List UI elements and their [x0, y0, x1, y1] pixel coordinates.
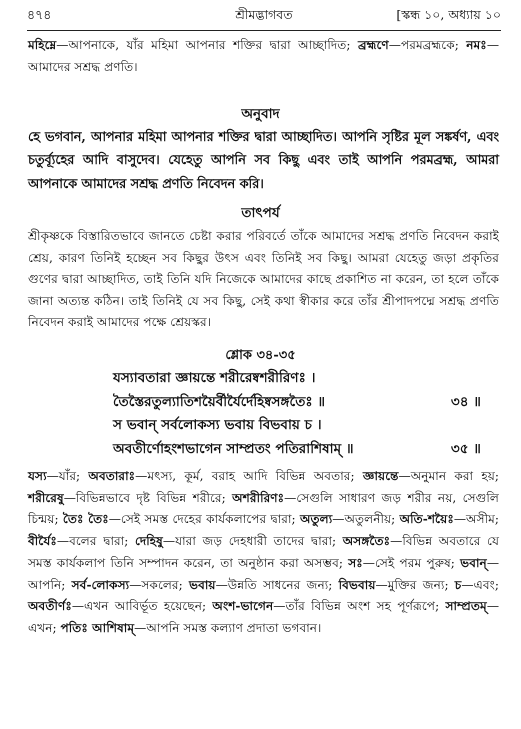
synonym-meaning: —যারা জড় দেহধারী তাদের দ্বারা; — [162, 534, 343, 549]
synonym-meaning: —এখন আবির্ভূত হয়েছেন; — [71, 599, 213, 614]
verse-line-text: স ভবান্ সর্বলোকস্য ভবায় বিভবায় চ । — [113, 417, 322, 433]
synonym-term: নমঃ — [466, 38, 487, 52]
synonym-term: বিভবায় — [338, 577, 376, 592]
synonym-term: ব্রহ্মণে — [357, 38, 389, 52]
verse-number: ৩৫ ॥ — [450, 440, 481, 457]
synonym-term: অতুল্য — [299, 512, 333, 527]
synonym-term: জ্ঞায়ন্তে — [362, 469, 399, 483]
synonym-term: অবতীর্ণঃ — [28, 599, 72, 614]
purport-heading: তাৎপর্য — [241, 205, 280, 221]
verse-line — [113, 414, 481, 438]
synonym-meaning: —মুক্তির জন্য; — [375, 577, 455, 592]
synonym-meaning: —আমাদের সশ্রদ্ধ প্রণতি। — [28, 38, 499, 74]
synonym-meaning: —আপনি সমস্ত কল্যাণ প্রদাতা ভগবান। — [134, 620, 322, 635]
synonym-term: সর্ব-লোকস্য — [71, 577, 130, 592]
synonym-meaning: —সেই পরম পুরুষ; — [362, 555, 461, 570]
purport-text: শ্রীকৃষ্ণকে বিস্তারিতভাবে জানতে চেষ্টা করার পরিবর্তে তাঁকে আমাদের সশ্রদ্ধ প্রণতি নিবেদন করাই শ্রেয়, কারণ তিনিই হচ্ছেন সব কিছুর উৎস এবং তিনিই সব কিছু। আমরা যেহেতু জড়া প্রকৃতির গুণের দ্বারা আচ্ছাদিত, তাই তিনি যদি নিজেকে আমাদের কাছে প্রকাশিত না করেন, তা হলে তাঁকে জানা অত্যন্ত কঠিন। তাই তিনিই যে সব কিছু, সেই কথা স্বীকার করে তাঁর শ্রীপাদপদ্মে সশ্রদ্ধ প্রণতি নিবেদন করাই আমাদের পক্ষে শ্রেয়স্কর। — [28, 229, 499, 330]
synonym-meaning: —বিভিন্ন অবতারে যে সমস্ত কার্যকলাপ তিনি সম্পাদন করেন, তা অনুষ্ঠান করা অসম্ভব; — [28, 534, 499, 570]
synonym-meaning: —অতুলনীয়; — [332, 512, 400, 527]
verse-synonyms — [28, 466, 499, 640]
synonym-term: পতিঃ আশিষাম্ — [60, 620, 135, 635]
synonym-meaning: —বিভিন্নভাবে দৃষ্ট বিভিন্ন শরীরে; — [63, 490, 233, 505]
synonym-meaning: —আপনাকে, যাঁর মহিমা আপনার শক্তির দ্বারা আচ্ছাদিত; — [56, 38, 358, 52]
chapter-reference: [স্কন্ধ ১০, অধ্যায় ১০ — [396, 7, 501, 22]
synonym-meaning: —সেগুলি সাধারণ জড় শরীর নয়, সেগুলি চিন্ময়; — [28, 490, 499, 527]
intro-synonyms — [28, 35, 499, 78]
header-divider — [27, 30, 501, 31]
sanskrit-verse — [113, 367, 481, 461]
synonym-term: মহিম্নে — [28, 38, 57, 52]
synonym-meaning: —আপনি; — [28, 555, 499, 592]
synonym-meaning: —উন্নতি সাধনের জন্য; — [215, 577, 339, 592]
synonym-meaning: —সকলের; — [129, 577, 189, 592]
synonym-term: সঃ — [348, 555, 363, 570]
synonym-term: অশরীরিণঃ — [232, 490, 285, 505]
synonym-meaning: —মৎস্য, কূর্ম, বরাহ আদি বিভিন্ন অবতার; — [135, 469, 363, 483]
synonym-meaning: —এখন; — [28, 599, 499, 635]
synonym-term: তৈঃ তৈঃ — [62, 512, 109, 527]
translation-heading: অনুবাদ — [241, 106, 280, 122]
verse-line — [113, 367, 481, 391]
purport-block — [28, 226, 499, 334]
verse-line — [113, 438, 481, 462]
verse-synonyms-paragraph — [28, 466, 499, 640]
synonym-term: যস্য — [28, 469, 47, 483]
verse-heading: শ্লোক ৩৪-৩৫ — [225, 348, 296, 363]
running-header — [27, 4, 501, 26]
synonym-term: শরীরেষু — [28, 490, 64, 505]
page-number: ৪৭৪ — [27, 7, 52, 22]
verse-number: ৩৪ ॥ — [450, 393, 481, 410]
synonym-term: অংশ-ভাগেন — [212, 599, 274, 614]
synonym-meaning: —অসীম; — [453, 512, 500, 527]
synonym-term: ভবান্ — [460, 555, 487, 570]
synonym-meaning: —যাঁর; — [46, 469, 89, 483]
synonym-term: অতি-শয়ৈঃ — [399, 512, 454, 527]
synonym-term: চ — [454, 577, 462, 592]
synonym-term: বীর্যৈঃ — [28, 534, 57, 549]
synonym-term: অবতারাঃ — [88, 469, 136, 483]
verse-line-text: তৈস্তৈরতুল্যাতিশয়ৈর্বীর্যৈর্দেহিষ্বসঙ্গতৈঃ ॥ — [113, 393, 326, 410]
synonym-meaning: —বলের দ্বারা; — [56, 534, 135, 549]
translation-block — [28, 126, 499, 196]
synonym-term: সাম্প্রতম্ — [445, 599, 487, 614]
verse-line-text: যস্যাবতারা জ্ঞায়ন্তে শরীরেষ্বশরীরিণঃ । — [113, 370, 316, 386]
synonym-meaning: —অনুমান করা হয়; — [398, 469, 500, 483]
translation-text: হে ভগবান, আপনার মহিমা আপনার শক্তির দ্বারা আচ্ছাদিত। আপনি সৃষ্টির মূল সঙ্কর্ষণ, এবং চতুর্ব্যূহের আদি বাসুদেব। যেহেতু আপনি সব কিছু এবং তাই আপনি পরমব্রহ্ম, আমরা আপনাকে আমাদের সশ্রদ্ধ প্রণতি নিবেদন করি। — [28, 130, 499, 192]
verse-line — [113, 391, 481, 415]
synonym-term: অসঙ্গতৈঃ — [342, 534, 391, 549]
synonym-meaning: —সেই সমস্ত দেহের কার্যকলাপের দ্বারা; — [108, 512, 300, 527]
synonym-term: ভবায় — [188, 577, 216, 592]
synonym-meaning: —এবং; — [461, 577, 499, 592]
verse-line-text: অবতীর্ণোহংশভাগেন সাম্প্রতং পতিরাশিষাম্ ॥ — [113, 440, 354, 457]
intro-synonyms-paragraph — [28, 35, 499, 78]
synonym-term: দেহিষু — [134, 534, 163, 549]
synonym-meaning: —তাঁর বিভিন্ন অংশ সহ পূর্ণরূপে; — [273, 599, 446, 614]
book-title: শ্রীমদ্ভাগবত — [235, 7, 293, 22]
synonym-meaning: —পরমব্রহ্মকে; — [388, 38, 467, 52]
